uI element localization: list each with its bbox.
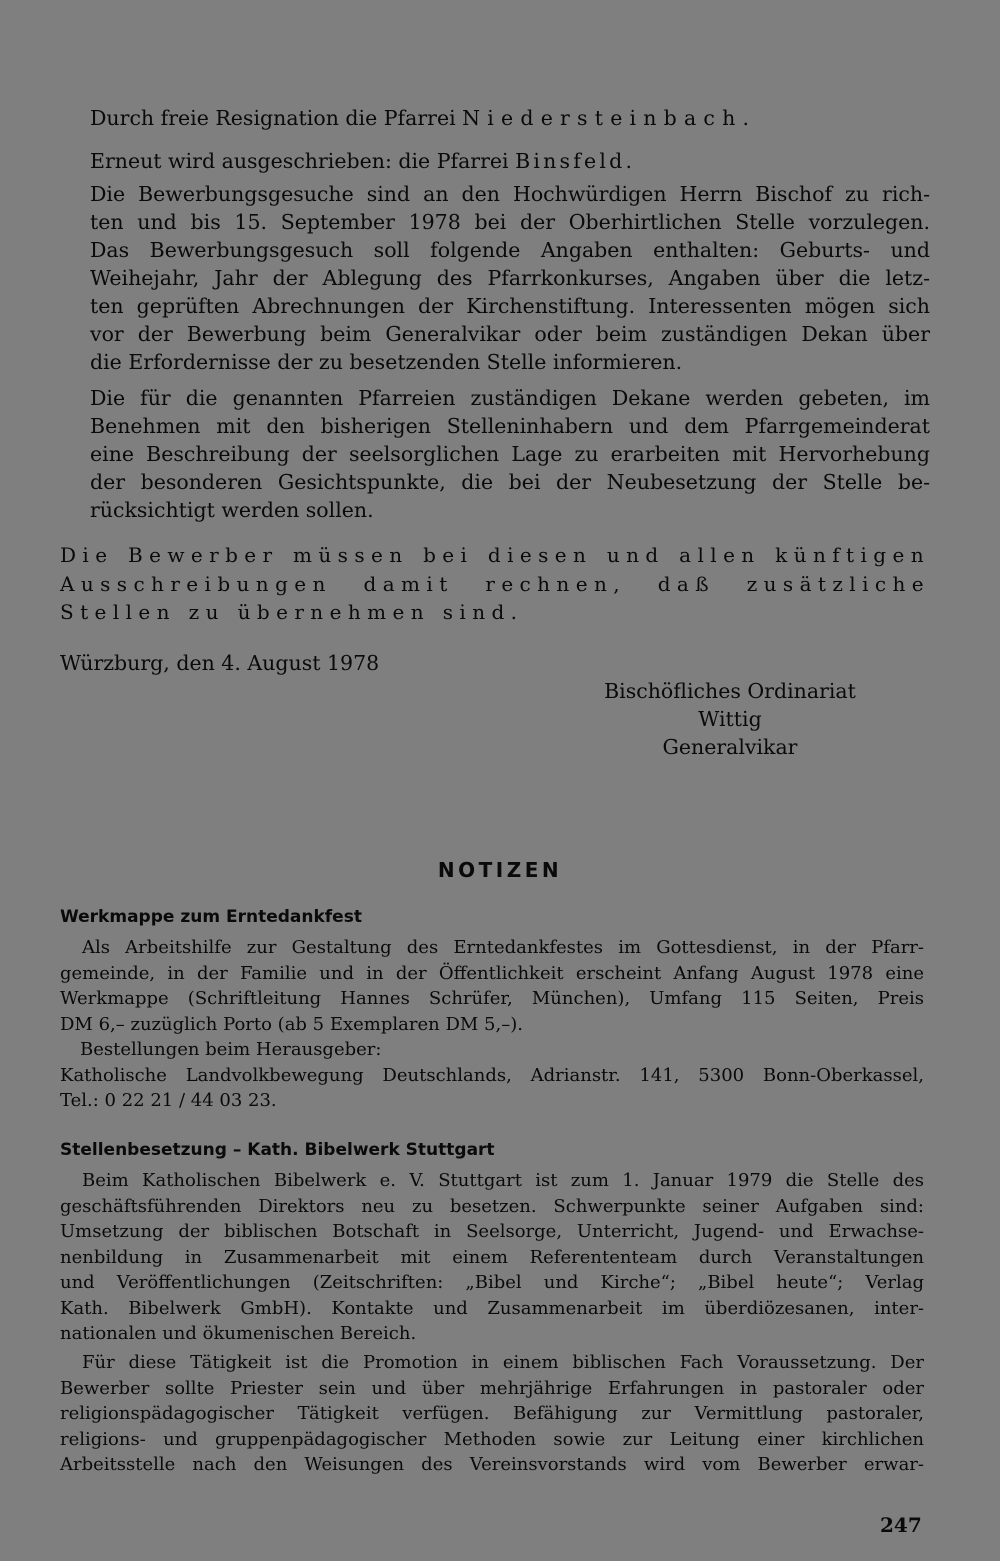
resignation-place: Niedersteinbach. [462, 106, 757, 130]
notice-line: Stellen zu übernehmen sind. [60, 600, 524, 624]
application-paragraph [90, 180, 930, 376]
text-line: DM 6,– zuzüglich Porto (ab 5 Exemplaren DM 5,–). [60, 1013, 523, 1035]
text-line: religionspädagogischer Tätigkeit verfügen. Befähigung zur Vermittlung pastoraler, [60, 1403, 924, 1424]
text-line: gemeinde, in der Familie und in der Öffentlichkeit erscheint Anfang August 1978 eine [60, 962, 924, 984]
readvert-place: Binsfeld. [515, 149, 636, 173]
text-line: geschäftsführenden Direktors neu zu besetzen. Schwerpunkte seiner Aufgaben sind: [60, 1195, 924, 1217]
page-number: 247 [880, 1513, 922, 1537]
signature-title: Generalvikar [662, 735, 798, 759]
text-line: Die für die genannten Pfarreien zuständigen Dekane werden gebeten, im [90, 386, 930, 410]
text-line: nenbildung in Zusammenarbeit mit einem Referententeam durch Veranstaltungen [60, 1246, 924, 1268]
werkmappe-paragraph [60, 935, 924, 1114]
text-line: der besonderen Gesichtspunkte, die bei der Neubesetzung der Stelle be- [90, 470, 930, 494]
text-line: Das Bewerbungsgesuch soll folgende Angaben enthalten: Geburts- und [90, 238, 930, 262]
resignation-text: Durch freie Resignation die Pfarrei [90, 106, 463, 130]
text-line: Werkmappe (Schriftleitung Hannes Schrüfer, München), Umfang 115 Seiten, Preis [60, 988, 924, 1009]
notizen-heading: NOTIZEN [437, 858, 563, 882]
text-line: Weihejahr, Jahr der Ablegung des Pfarrkonkurses, Angaben über die letz- [90, 266, 930, 290]
text-line: Tel.: 0 22 21 / 44 03 23. [60, 1090, 277, 1111]
signature-name: Wittig [698, 707, 762, 731]
text-line: Kath. Bibelwerk GmbH). Kontakte und Zusammenarbeit im überdiözesanen, inter- [60, 1297, 924, 1319]
text-line: eine Beschreibung der seelsorglichen Lage zu erarbeiten mit Hervorhebung [90, 442, 930, 466]
text-line: und Veröffentlichungen (Zeitschriften: „Bibel und Kirche“; „Bibel heute“; Verlag [60, 1272, 924, 1293]
text-line: Als Arbeitshilfe zur Gestaltung des Erntedankfestes im Gottesdienst, in der Pfarr- [82, 937, 924, 958]
deans-paragraph [90, 384, 930, 524]
text-line: Die Bewerbungsgesuche sind an den Hochwürdigen Herrn Bischof zu rich- [90, 182, 930, 206]
section-heading-werkmappe: Werkmappe zum Erntedankfest [60, 907, 362, 927]
bibelwerk-paragraph-2 [60, 1350, 924, 1478]
text-line: die Erfordernisse der zu besetzenden Stelle informieren. [90, 350, 683, 374]
text-line: Benehmen mit den bisherigen Stelleninhabern und dem Pfarrgemeinderat [90, 414, 930, 438]
readvert-text: Erneut wird ausgeschrieben: die Pfarrei [90, 149, 516, 173]
text-line: ten und bis 15. September 1978 bei der Oberhirtlichen Stelle vorzulegen. [90, 210, 930, 234]
text-line: Bewerber sollte Priester sein und über mehrjährige Erfahrungen in pastoraler oder [60, 1377, 924, 1399]
notice-line: Ausschreibungen damit rechnen, daß zusätzliche [60, 571, 930, 596]
text-line: Arbeitsstelle nach den Weisungen des Vereinsvorstands wird vom Bewerber erwar- [60, 1454, 924, 1475]
text-line: Katholische Landvolkbewegung Deutschlands, Adrianstr. 141, 5300 Bonn-Oberkassel, [60, 1064, 924, 1086]
date-line: Würzburg, den 4. August 1978 [60, 651, 380, 675]
text-line: rücksichtigt werden sollen. [90, 498, 374, 522]
text-line: religions- und gruppenpädagogischer Methoden sowie zur Leitung einer kirchlichen [60, 1428, 924, 1450]
bibelwerk-paragraph-1 [60, 1168, 924, 1347]
text-line: Für diese Tätigkeit ist die Promotion in einem biblischen Fach Voraussetzung. Der [82, 1352, 924, 1373]
text-line: Beim Katholischen Bibelwerk e. V. Stuttgart ist zum 1. Januar 1979 die Stelle des [82, 1170, 924, 1191]
text-line: Bestellungen beim Herausgeber: [80, 1039, 382, 1060]
notice-line: Die Bewerber müssen bei diesen und allen künftigen [60, 543, 930, 567]
text-line: vor der Bewerbung beim Generalvikar oder beim zuständigen Dekan über [90, 322, 930, 346]
signature-office: Bischöfliches Ordinariat [604, 679, 856, 703]
readvert-line [90, 147, 635, 175]
text-line: nationalen und ökumenischen Bereich. [60, 1323, 417, 1344]
resignation-line [90, 104, 756, 132]
text-line: ten geprüften Abrechnungen der Kirchenstiftung. Interessenten mögen sich [90, 294, 930, 318]
section-heading-bibelwerk: Stellenbesetzung – Kath. Bibelwerk Stuttgart [60, 1140, 495, 1160]
text-line: Umsetzung der biblischen Botschaft in Seelsorge, Unterricht, Jugend- und Erwachse- [60, 1221, 924, 1242]
applicant-notice [60, 541, 930, 627]
signature-block [580, 677, 880, 761]
